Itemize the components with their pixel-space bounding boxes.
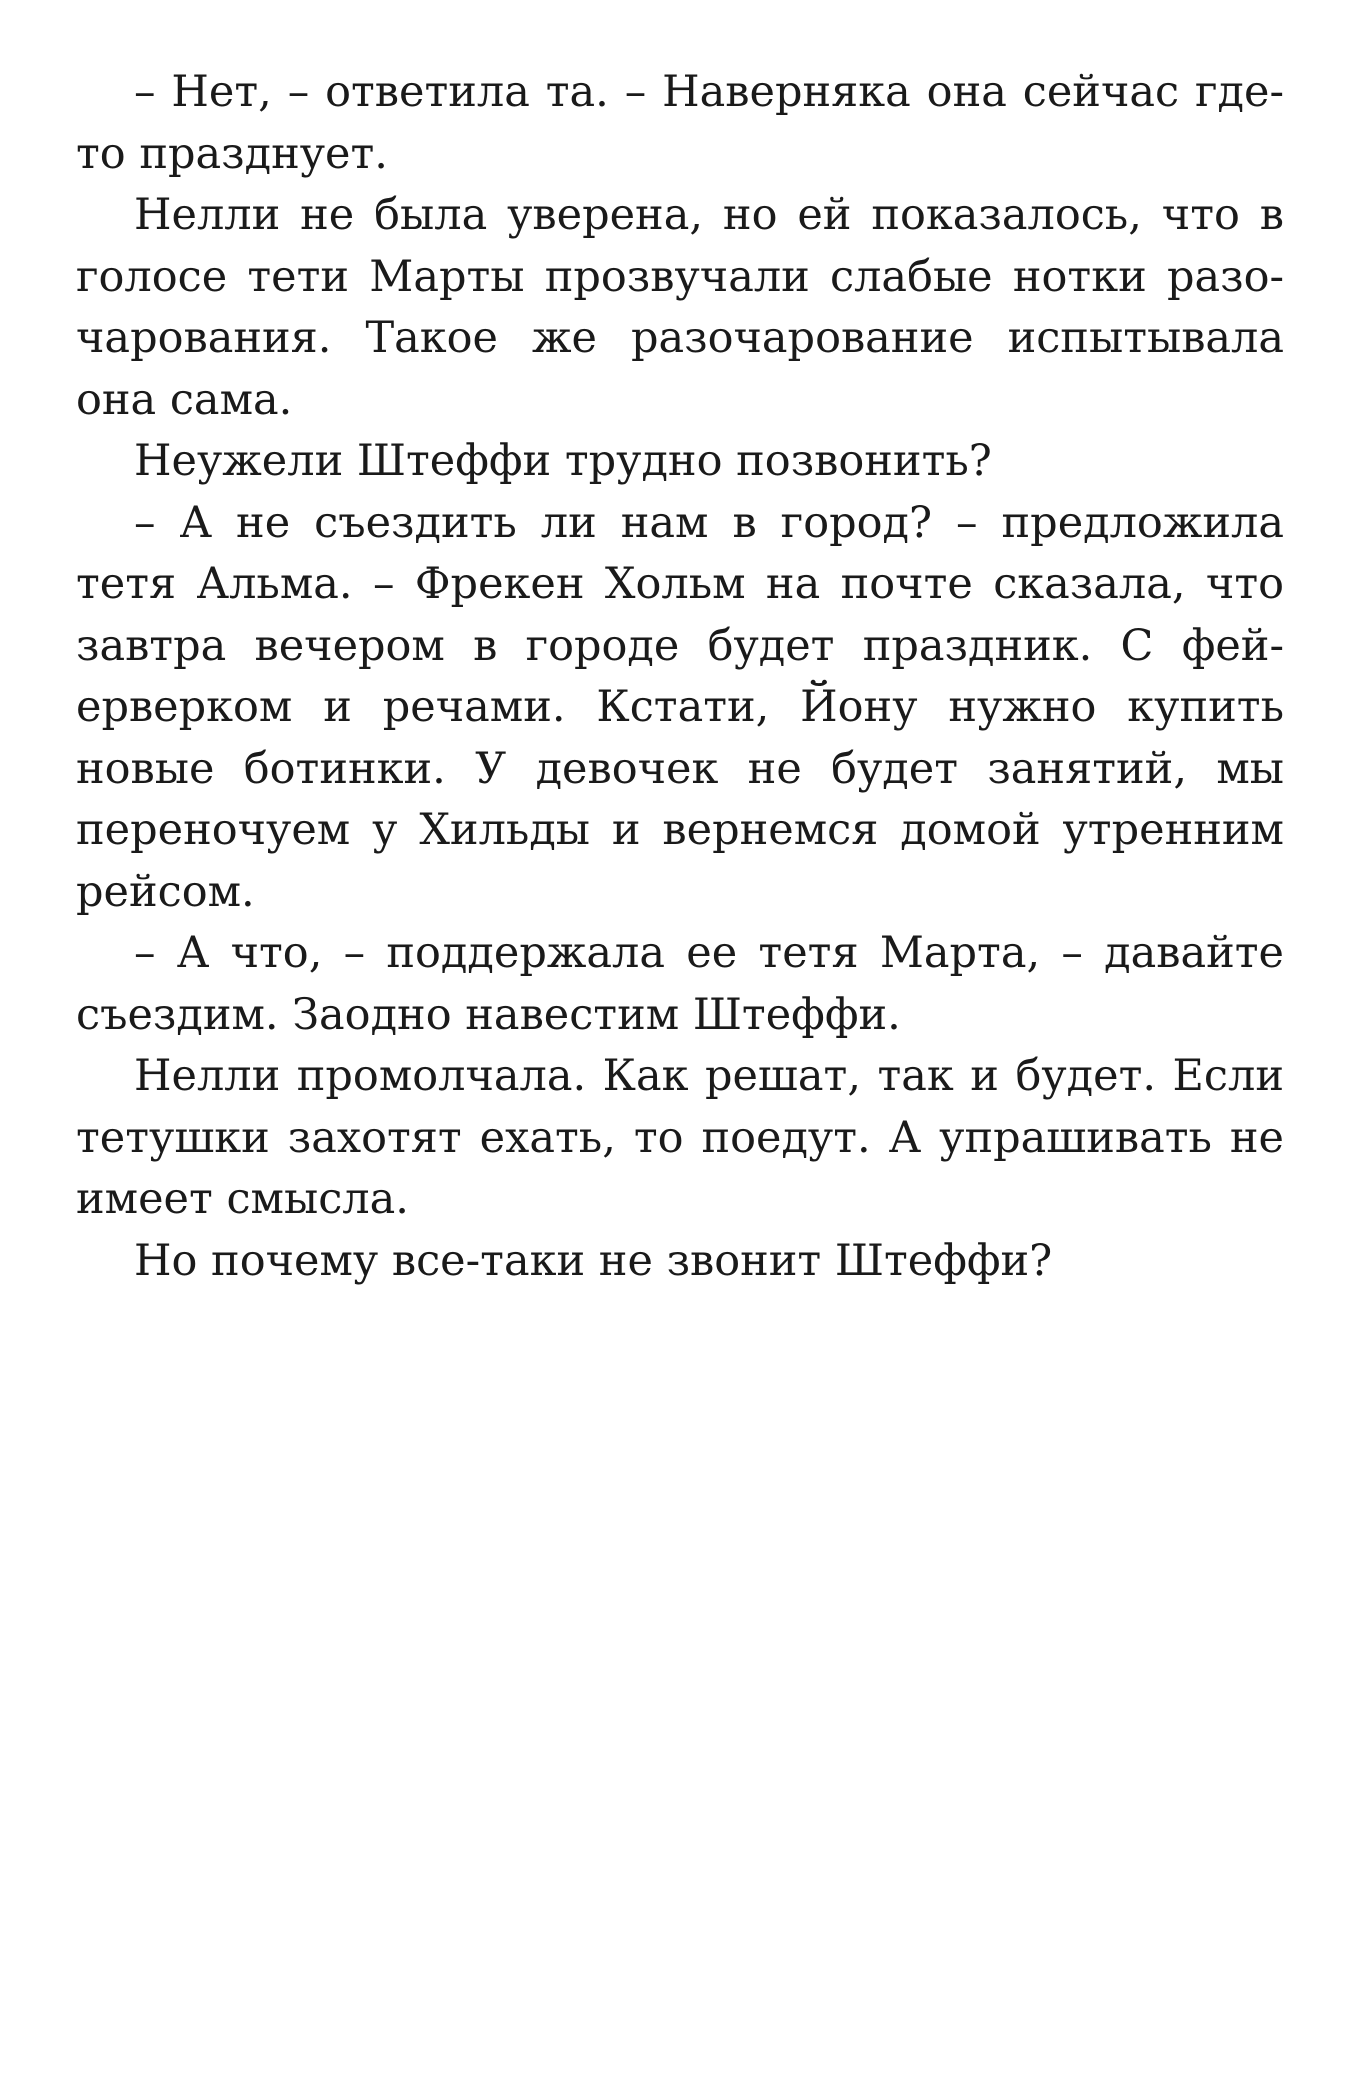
page-text [76,62,1284,1292]
paragraph: – Нет, – ответила та. – Наверняка она сейчас где-то празднует. [76,67,1284,179]
paragraph: – А не съездить ли нам в город? – предложила тетя Альма. – Фрекен Хольм на почте сказала, что завтра вечером в городе будет праздник. С фейерверком и речами. Кстати, Йону нужно купить новые ботинки. У девочек не будет занятий, мы переночуем у Хильды и вернемся домой утренним рейсом. [76,497,1284,917]
paragraph: – А что, – поддержала ее тетя Марта, – давайте съездим. Заодно навестим Штеффи. [76,928,1284,1040]
paragraph: Неужели Штеффи трудно позвонить? [134,436,992,486]
paragraph: Но почему все-таки не звонит Штеффи? [134,1235,1053,1286]
paragraph: Нелли не была уверена, но ей показалось, что в голосе тети Марты прозвучали слабые нотки разочарования. Такое же разочарование испытывала она сама. [76,190,1284,425]
paragraph: Нелли промолчала. Как решат, так и будет. Если тетушки захотят ехать, то поедут. А упрашивать не имеет смысла. [76,1051,1284,1224]
